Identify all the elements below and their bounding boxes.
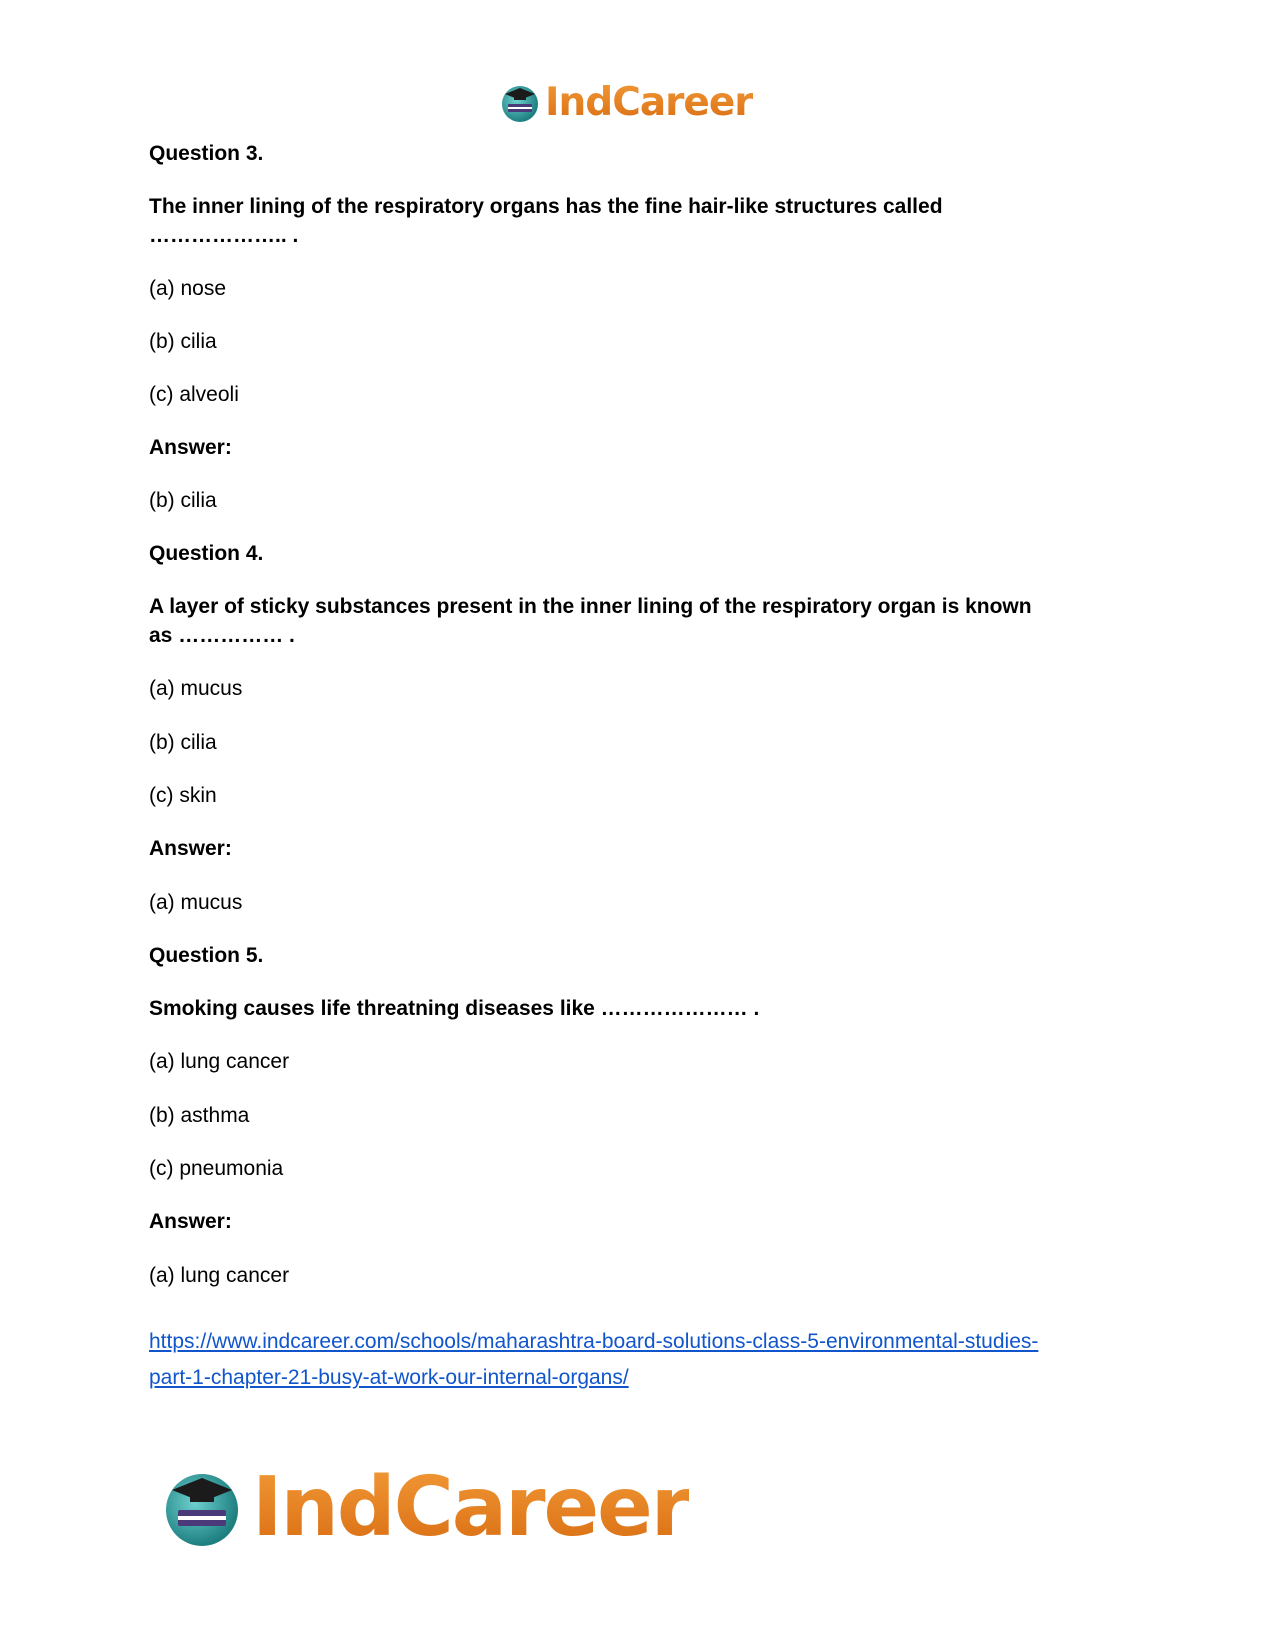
answer-value: (a) mucus [149,891,243,914]
graduation-globe-icon [160,1466,244,1550]
question-prompt: A layer of sticky substances present in the inner lining of the respiratory organ is known [149,595,1032,618]
question-prompt-blank: ……………….. . [149,224,299,247]
option-b: (b) asthma [149,1104,250,1127]
question-prompt-blank: as …………… . [149,624,295,647]
question-heading: Question 5. [149,944,264,967]
option-c: (c) alveoli [149,383,239,406]
question-prompt: The inner lining of the respiratory organs has the fine hair-like structures called [149,195,943,218]
answer-value: (a) lung cancer [149,1264,290,1287]
source-link-line2[interactable]: part-1-chapter-21-busy-at-work-our-internal-organs/ [149,1366,629,1389]
question-heading: Question 3. [149,142,264,165]
option-a: (a) nose [149,277,227,300]
answer-label: Answer: [149,1210,232,1233]
option-a: (a) lung cancer [149,1050,290,1073]
answer-label: Answer: [149,837,232,860]
logo-text: IndCareer [545,80,753,125]
option-a: (a) mucus [149,677,243,700]
source-link-line1[interactable]: https://www.indcareer.com/schools/maharashtra-board-solutions-class-5-environmental-studies- [149,1330,1039,1353]
logo-text: IndCareer [252,1460,690,1555]
option-c: (c) skin [149,784,217,807]
question-heading: Question 4. [149,542,264,565]
indcareer-logo-footer [160,1462,689,1554]
indcareer-logo-header [499,80,753,126]
answer-label: Answer: [149,436,232,459]
option-c: (c) pneumonia [149,1157,284,1180]
graduation-globe-icon [499,82,541,124]
question-prompt: Smoking causes life threatning diseases like ………………… . [149,997,760,1020]
answer-value: (b) cilia [149,489,217,512]
option-b: (b) cilia [149,731,217,754]
option-b: (b) cilia [149,330,217,353]
